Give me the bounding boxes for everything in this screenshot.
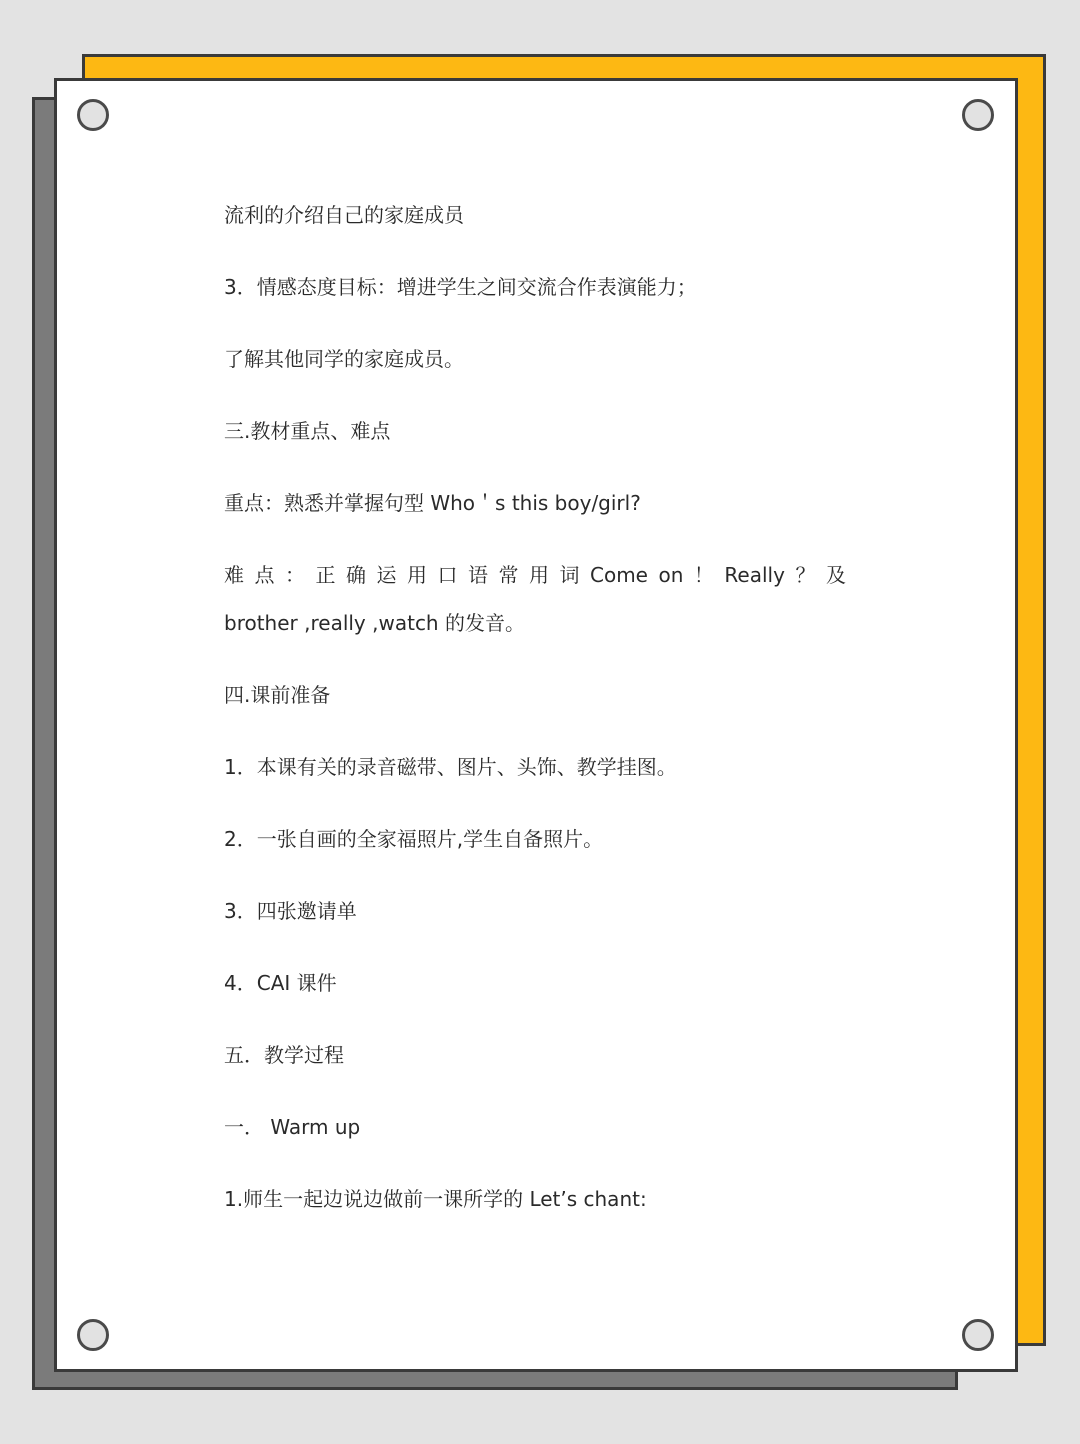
text-line: 2．一张自画的全家福照片,学生自备照片。 <box>224 827 604 851</box>
difficulty-line <box>224 559 846 607</box>
difficulty-token: on <box>658 563 684 587</box>
document-body <box>224 199 854 1255</box>
difficulty-token: 正 <box>315 563 336 587</box>
difficulty-token: 难 <box>224 563 244 587</box>
difficulty-token: ： <box>285 563 305 587</box>
difficulty-token: 点 <box>254 563 275 587</box>
section-heading: 五．教学过程 <box>224 1043 344 1067</box>
text-line: 了解其他同学的家庭成员。 <box>224 347 464 371</box>
difficulty-token: 用 <box>407 563 427 587</box>
difficulty-token: 常 <box>498 563 519 587</box>
binder-ring-icon <box>77 1319 109 1351</box>
binder-ring-icon <box>77 99 109 131</box>
section-heading: 三.教材重点、难点 <box>224 419 391 443</box>
text-line: 一． Warm up <box>224 1115 361 1139</box>
difficulty-token: ！ <box>693 563 714 587</box>
difficulty-token: Come <box>590 563 648 587</box>
text-line: brother ,really ,watch 的发音。 <box>224 611 525 635</box>
difficulty-token: 词 <box>559 563 580 587</box>
difficulty-token: 口 <box>437 563 458 587</box>
text-line: 4．CAI 课件 <box>224 971 337 995</box>
text-line: 1．本课有关的录音磁带、图片、头饰、教学挂图。 <box>224 755 677 779</box>
difficulty-token: ？ <box>795 563 816 587</box>
binder-ring-icon <box>962 99 994 131</box>
text-line: 1.师生一起边说边做前一课所学的 Let’s chant: <box>224 1187 647 1211</box>
difficulty-token: 及 <box>825 563 846 587</box>
text-line: 流利的介绍自己的家庭成员 <box>224 203 464 227</box>
difficulty-token: Really <box>724 563 785 587</box>
binder-ring-icon <box>962 1319 994 1351</box>
difficulty-token: 运 <box>376 563 397 587</box>
text-line: 重点：熟悉并掌握句型 Who＇s this boy/girl? <box>224 491 641 515</box>
section-heading: 四.课前准备 <box>224 683 331 707</box>
difficulty-token: 用 <box>529 563 549 587</box>
text-line: 3．情感态度目标：增进学生之间交流合作表演能力； <box>224 275 697 299</box>
text-line: 3．四张邀请单 <box>224 899 357 923</box>
difficulty-token: 确 <box>346 563 366 587</box>
difficulty-token: 语 <box>468 563 488 587</box>
